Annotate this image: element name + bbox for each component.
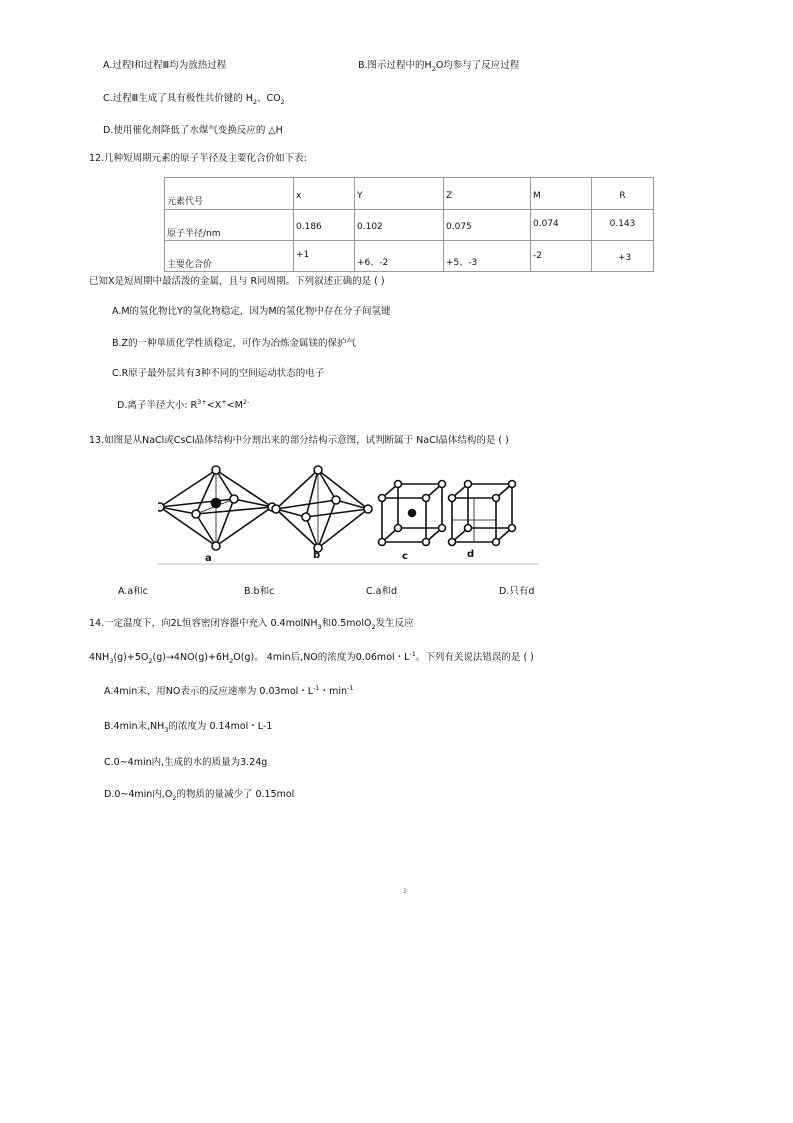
- q11-option-c-text: C.过程Ⅲ生成了具有极性共价键的 H: [103, 93, 253, 104]
- q11-option-c-text-mid: 、CO: [257, 93, 281, 104]
- q14-stem-text: 14.一定温度下，向2L恒容密闭容器中充入 0.4molNH: [89, 618, 318, 629]
- crystal-structure-figure: [158, 462, 538, 572]
- subscript: 2: [280, 97, 285, 106]
- q14-option-a-text: A.4min末，用NO表示的反应速率为 0.03mol・L: [104, 686, 314, 697]
- subscript: 3: [317, 622, 322, 631]
- q13-option-b: B.b和c: [244, 586, 275, 597]
- eq-text: (g)→4NO(g)+6H: [152, 652, 230, 663]
- table-cell: 0.143: [592, 210, 654, 241]
- cube-c-illustration: [379, 481, 446, 546]
- q12-stem: 12.几种短周期元素的原子半径及主要化合价如下表:: [89, 153, 307, 164]
- q12-option-d-text: D.离子半径大小: R: [117, 400, 198, 411]
- superscript: 2-: [242, 397, 250, 406]
- subscript: 2: [172, 793, 177, 802]
- figure-label-d: d: [467, 549, 475, 560]
- eq-text: 4NH: [89, 652, 110, 663]
- table-header-cell: 主要化合价: [165, 241, 294, 272]
- octahedron-a-illustration: [158, 466, 276, 550]
- q14-option-a-text-mid: ・min: [319, 686, 347, 697]
- table-header-cell: 原子半径/nm: [165, 210, 294, 241]
- subscript: 2: [229, 656, 234, 665]
- table-cell: +6、-2: [355, 241, 444, 272]
- eq-text: (g)+5O: [113, 652, 149, 663]
- table-row-valence: [165, 241, 654, 272]
- table-row-radius: [165, 210, 654, 241]
- subscript: 2: [371, 622, 376, 631]
- q14-option-c: C.0~4min内,生成的水的质量为3.24g: [104, 757, 268, 768]
- subscript: 2: [148, 656, 153, 665]
- q13-option-d: D.只有d: [499, 586, 535, 597]
- superscript: +: [221, 397, 227, 406]
- q12-option-c: C.R原子最外层共有3种不同的空间运动状态的电子: [112, 368, 325, 379]
- q11-option-b-text-end: O均参与了反应过程: [435, 60, 520, 71]
- q12-option-a: A.M的氢化物比Y的氢化物稳定，因为M的氢化物中存在分子间氢键: [112, 306, 391, 317]
- q11-option-c: [103, 93, 285, 105]
- q12-option-d: [117, 397, 250, 412]
- subscript: 3: [109, 656, 114, 665]
- q14-stem-text-end: 发生反应: [375, 618, 414, 629]
- figure-label-a: a: [205, 553, 212, 564]
- table-cell: +1: [294, 241, 355, 272]
- q14-option-a: [104, 683, 354, 698]
- cube-d-illustration: [449, 481, 516, 546]
- table-cell: 0.075: [444, 210, 531, 241]
- subscript: 2: [431, 64, 436, 73]
- eq-text: 。下列有关说法错误的是 ( ): [415, 652, 534, 663]
- table-cell: +5、-3: [444, 241, 531, 272]
- q13-stem: 13.如图是从NaCl或CsCl晶体结构中分割出来的部分结构示意图，试判断属于 NaCl晶体结构的是 ( ): [89, 435, 509, 446]
- q14-option-b-text-end: 的浓度为 0.14mol・L-1: [168, 721, 273, 732]
- q14-option-d-text-end: 的物质的量减少了 0.15mol: [176, 789, 295, 800]
- figure-label-b: b: [313, 550, 321, 561]
- q12-option-b: B.Z的一种单质化学性质稳定，可作为冶炼金属镁的保护气: [112, 338, 357, 349]
- q14-stem-text-mid: 和0.5molO: [321, 618, 372, 629]
- eq-text: O(g)。 4min后,NO的浓度为0.06mol・L: [233, 652, 410, 663]
- octahedron-b-illustration: [272, 466, 372, 552]
- superscript: 3+: [197, 397, 207, 406]
- table-cell: Z: [444, 178, 531, 210]
- table-cell: x: [294, 178, 355, 210]
- q11-option-b-text: B.图示过程中的H: [358, 60, 432, 71]
- page-number: 3: [403, 888, 407, 895]
- table-cell: -2: [531, 241, 592, 272]
- q11-option-d: D.使用催化剂降低了水煤气变换反应的 △H: [103, 125, 283, 136]
- table-cell: 0.186: [294, 210, 355, 241]
- q14-stem: [89, 618, 414, 630]
- q12-option-d-text-mid2: <M: [226, 400, 243, 411]
- figure-label-c: c: [402, 551, 408, 562]
- table-cell: +3: [592, 241, 654, 272]
- q14-equation: [89, 649, 534, 665]
- q14-option-b: [104, 721, 272, 733]
- q11-option-b: [358, 60, 519, 72]
- superscript: -1: [346, 683, 354, 692]
- superscript: -1: [409, 649, 416, 658]
- table-header-cell: 元素代号: [165, 178, 294, 210]
- q11-option-a: A.过程Ⅰ和过程Ⅲ均为放热过程: [103, 60, 227, 71]
- q13-option-c: C.a和d: [366, 586, 398, 597]
- q13-option-a: A.a和c: [118, 586, 148, 597]
- subscript: 2: [252, 97, 258, 106]
- q14-option-d-text: D.0~4min内,O: [104, 789, 173, 800]
- q14-option-d: [104, 789, 294, 801]
- table-cell: M: [531, 178, 592, 210]
- table-cell: Y: [355, 178, 444, 210]
- q12-info: 已知X是短周期中最活泼的金属，且与 R同周期。下列叙述正确的是 ( ): [89, 276, 385, 287]
- table-cell: 0.102: [355, 210, 444, 241]
- table-row-codes: [165, 178, 654, 210]
- q12-option-d-text-mid: <X: [206, 400, 222, 411]
- subscript: 3: [164, 725, 169, 734]
- element-table: [164, 177, 654, 272]
- table-cell: 0.074: [531, 210, 592, 241]
- table-cell: R: [592, 178, 654, 210]
- superscript: -1: [313, 683, 320, 692]
- q14-option-b-text: B.4min末,NH: [104, 721, 165, 732]
